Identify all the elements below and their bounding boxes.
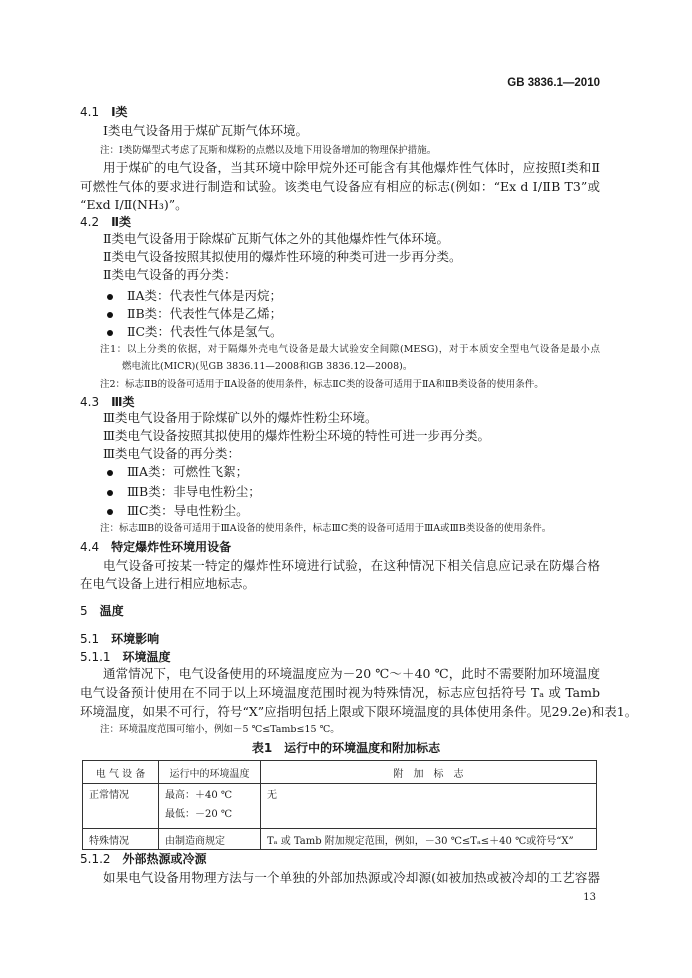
table-row xyxy=(83,784,597,829)
table-cell: Tₐ 或 Tamb 附加规定范围，例如，－30 ℃≤Tₐ≤＋40 ℃或符号“X” xyxy=(261,829,597,850)
list-item: ⅢB类：非导电性粉尘； xyxy=(107,484,261,500)
paragraph: Ⅲ类电气设备用于除煤矿以外的爆炸性粉尘环境。 xyxy=(103,410,378,425)
bullet-icon xyxy=(107,490,113,496)
paragraph: 环境温度，如果不可行，符号“X”应指明包括上限或下限环境温度的具体使用条件。见29.2e)和表1。 xyxy=(80,704,638,719)
paragraph: Ⅱ类电气设备用于除煤矿瓦斯气体之外的其他爆炸性气体环境。 xyxy=(103,231,449,246)
paragraph: 通常情况下，电气设备使用的环境温度应为－20 ℃～＋40 ℃，此时不需要附加环境温度 xyxy=(103,666,600,681)
paragraph: 如果电气设备用物理方法与一个单独的外部加热源或冷却源(如被加热或被冷却的工艺容器 xyxy=(103,870,600,885)
table-cell: 最高：＋40 ℃ 最低：－20 ℃ xyxy=(159,784,261,829)
paragraph: 电气设备可按某一特定的爆炸性环境进行试验，在这种情况下相关信息应记录在防爆合格 xyxy=(103,558,600,573)
table-header-row xyxy=(83,761,597,784)
table-cell: 特殊情况 xyxy=(83,829,159,850)
column-header: 电 气 设 备 xyxy=(83,761,159,784)
page-number: 13 xyxy=(583,892,596,903)
paragraph: 电气设备预计使用在不同于以上环境温度范围时视为特殊情况，标志应包括符号 Tₐ 或 Tamb xyxy=(80,685,600,700)
column-header: 附 加 标 志 xyxy=(261,761,597,784)
paragraph: 在电气设备上进行相应地标志。 xyxy=(80,576,256,591)
heading-5-1-2: 5.1.2 外部热源或冷源 xyxy=(80,852,207,866)
bullet-icon xyxy=(107,312,113,318)
paragraph: Ⅱ类电气设备按照其拟使用的爆炸性环境的种类可进一步再分类。 xyxy=(103,249,462,264)
heading-5: 5 温度 xyxy=(80,604,124,618)
heading-4-2: 4.2 Ⅱ类 xyxy=(80,215,131,229)
document-id: GB 3836.1—2010 xyxy=(507,77,600,89)
heading-5-1: 5.1 环境影响 xyxy=(80,632,160,646)
column-header: 运行中的环境温度 xyxy=(159,761,261,784)
paragraph: “Exd Ⅰ/Ⅱ(NH₃)”。 xyxy=(80,197,188,212)
paragraph: Ⅰ类电气设备用于煤矿瓦斯气体环境。 xyxy=(103,123,308,138)
heading-4-1: 4.1 Ⅰ类 xyxy=(80,105,128,119)
paragraph: 可燃性气体的要求进行制造和试验。该类电气设备应有相应的标志(例如：“Ex d Ⅰ/ⅡB T3”或 xyxy=(80,179,600,194)
table-row xyxy=(83,829,597,850)
note: 注1：以上分类的依据，对于隔爆外壳电气设备是最大试验安全间隙(MESG)，对于本质安全型电气设备是最小点 xyxy=(100,344,600,355)
note: 注：环境温度范围可缩小，例如－5 ℃≤Tamb≤15 ℃。 xyxy=(100,724,340,735)
paragraph: Ⅲ类电气设备的再分类： xyxy=(103,446,241,461)
list-item: ⅡC类：代表性气体是氢气。 xyxy=(107,324,283,340)
table-cell: 正常情况 xyxy=(83,784,159,829)
note: 注：Ⅰ类防爆型式考虑了瓦斯和煤粉的点燃以及地下用设备增加的物理保护措施。 xyxy=(100,145,437,156)
note: 注2：标志ⅡB的设备可适用于ⅡA设备的使用条件，标志ⅡC类的设备可适用于ⅡA和ⅡB类设备的使用条件。 xyxy=(100,379,544,390)
heading-4-4: 4.4 特定爆炸性环境用设备 xyxy=(80,540,232,554)
heading-5-1-1: 5.1.1 环境温度 xyxy=(80,650,171,664)
table-cell: 无 xyxy=(261,784,597,829)
note: 注：标志ⅢB的设备可适用于ⅢA设备的使用条件，标志ⅢC类的设备可适用于ⅢA或ⅢB类设备的使用条件。 xyxy=(100,523,552,534)
paragraph: Ⅱ类电气设备的再分类： xyxy=(103,267,237,282)
list-item: ⅢC类：导电性粉尘。 xyxy=(107,503,249,519)
list-item: ⅡB类：代表性气体是乙烯； xyxy=(107,306,282,322)
bullet-icon xyxy=(107,294,113,300)
paragraph: Ⅲ类电气设备按照其拟使用的爆炸性粉尘环境的特性可进一步再分类。 xyxy=(103,428,491,443)
list-item: ⅡA类：代表性气体是丙烷； xyxy=(107,288,282,304)
bullet-icon xyxy=(107,470,113,476)
heading-4-3: 4.3 Ⅲ类 xyxy=(80,395,135,409)
bullet-icon xyxy=(107,330,113,336)
list-item: ⅢA类：可燃性飞絮； xyxy=(107,464,248,480)
paragraph: 用于煤矿的电气设备，当其环境中除甲烷外还可能含有其他爆炸性气体时，应按照Ⅰ类和Ⅱ xyxy=(103,160,600,175)
note: 燃电流比(MICR)(见GB 3836.11—2008和GB 3836.12—2008)。 xyxy=(122,361,413,372)
table-cell: 由制造商规定 xyxy=(159,829,261,850)
bullet-icon xyxy=(107,509,113,515)
ambient-temperature-table xyxy=(82,760,597,850)
table-caption: 表1 运行中的环境温度和附加标志 xyxy=(251,741,441,755)
